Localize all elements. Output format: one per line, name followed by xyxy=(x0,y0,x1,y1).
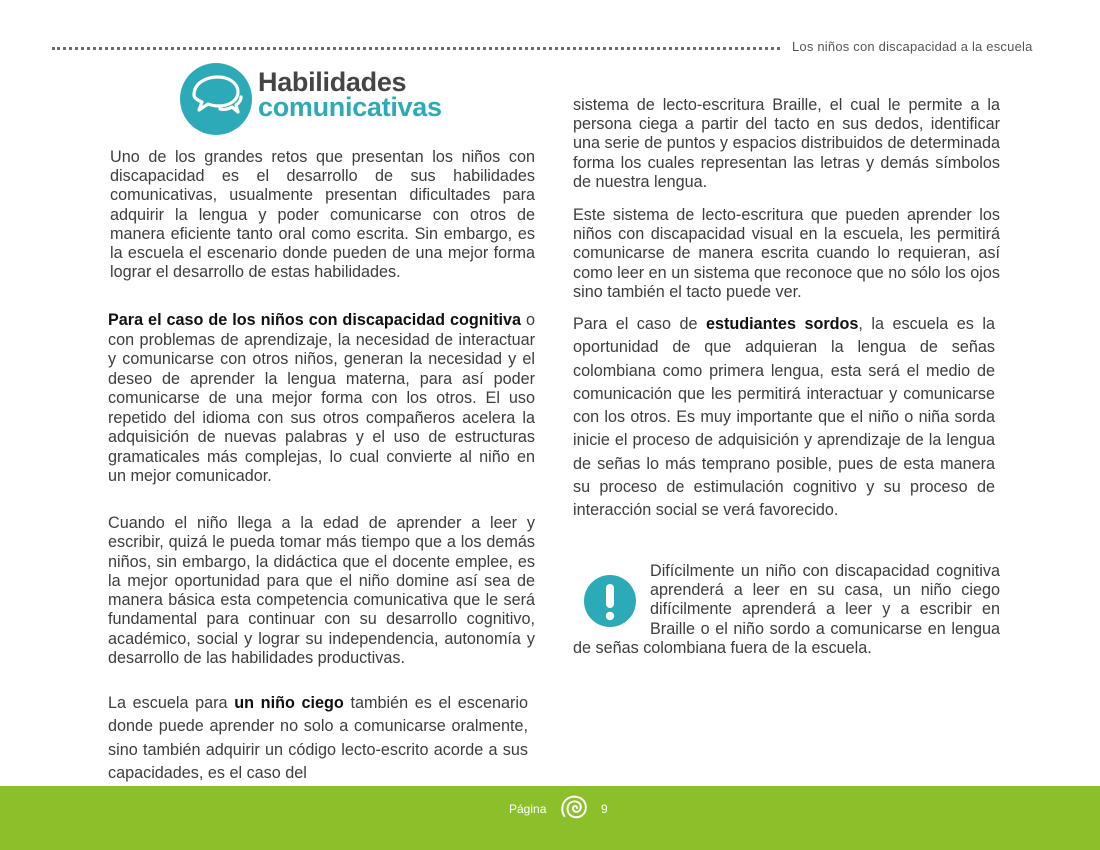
right-paragraph-2 xyxy=(573,206,1000,302)
bold-text-run: un niño ciego xyxy=(234,694,344,712)
text-run: Cuando el niño llega a la edad de aprender a leer y escribir, quizá le pueda tomar más tiempo que a los demás niños, sin embargo, la didáctica que el docente emplee, es la mejor oportunidad para que el niño domine así sea de manera básica esta competencia comunicativa que le será fundamental para continuar con su desarrollo cognitivo, académico, social y lograr su independencia, autonomía y desarrollo de las habilidades productivas. xyxy=(108,514,535,668)
left-paragraph-2 xyxy=(108,311,535,487)
right-paragraph-3 xyxy=(573,313,995,523)
exclamation-icon xyxy=(584,575,636,627)
text-run: Este sistema de lecto-escritura que pueden aprender los niños con discapacidad visual en la escuela, les permitirá comunicarse de manera escrita cuando lo requieran, así como leer en un sistema que reconoce que no sólo los ojos sino también el tacto puede ver. xyxy=(573,206,1000,301)
text-run: La escuela para xyxy=(108,694,235,712)
spiral-icon xyxy=(555,787,597,829)
speech-bubbles-icon xyxy=(180,63,252,135)
bold-text-run: Para el caso de los niños con discapacidad cognitiva xyxy=(108,311,522,329)
text-run: de determinada forma los cuales representan las letras y demás símbolos de nuestra lengua. xyxy=(573,134,1000,191)
section-title-line1: Habilidades xyxy=(258,67,407,97)
footer-page-label: Página xyxy=(509,802,547,816)
bold-text-run: estudiantes sordos xyxy=(705,315,859,333)
text-run: o con problemas de aprendizaje, la necesidad de interactuar y comunicarse con otros niños, generan la necesidad y el deseo de aprender la lengua materna, para así poder comunicarse de una mejor forma con los otros. El uso repetido del idioma con sus otros compañeros acelera la adquisición de nuevas palabras y el uso de estructuras gramaticales más complejas, lo cual convierte al niño en un mejor comunicador. xyxy=(108,311,535,485)
text-run: identificar una serie de puntos y espacios distribuidos xyxy=(573,115,1000,153)
section-title xyxy=(258,67,442,122)
right-paragraph-1 xyxy=(573,96,1000,192)
header-dotted-rule xyxy=(52,47,780,50)
left-paragraph-3 xyxy=(108,514,535,668)
section-title-line2: comunicativas xyxy=(258,92,442,122)
text-run: sistema de lecto-escritura Braille, el cual le permite a la persona ciega a partir del tacto en sus dedos, xyxy=(573,96,1000,134)
text-run: Para el caso de xyxy=(573,315,706,333)
right-paragraph-note xyxy=(573,562,1000,658)
left-paragraph-1 xyxy=(110,148,535,282)
left-paragraph-4 xyxy=(108,692,528,785)
text-run: también es el escenario donde puede aprender no solo a comunicarse oralmente, sino también adquirir un código lecto-escrito acorde a sus capacidades, es el caso del xyxy=(108,694,528,782)
text-run: Uno de los grandes retos que presentan los niños con discapacidad es el desarrollo de sus habilidades comunicativas, usualmente presentan dificultades para adquirir la lengua y poder comunicarse con otros de manera eficiente tanto oral como escrita. Sin embargo, es la escuela el escenario donde pueden de una mejor forma lograr el desarrollo de estas habilidades. xyxy=(110,148,535,282)
running-title: Los niños con discapacidad a la escuela xyxy=(792,39,1033,54)
footer-band xyxy=(0,786,1100,850)
text-run: , la escuela es la oportunidad de que adquieran la lengua de señas colombiana como primera lengua, esta será el medio de comunicación que les permitirá interactuar y comunicarse con los otros. Es muy importante que el niño o niña sorda inicie el proceso de adquisición y aprendizaje de la lengua de señas lo más temprano posible, pues de esta manera su proceso de estimulación cognitivo y su proceso de interacción social se verá favorecido. xyxy=(573,315,995,520)
text-run: Difícilmente un niño con discapacidad cognitiva aprenderá a leer en su casa, un niño ciego difícilmente aprenderá a leer y a escribir en Braille o el niño sordo a comunicarse en lengua de señas colombiana fuera de la escuela. xyxy=(573,562,1000,657)
footer-page-number: 9 xyxy=(601,802,608,816)
